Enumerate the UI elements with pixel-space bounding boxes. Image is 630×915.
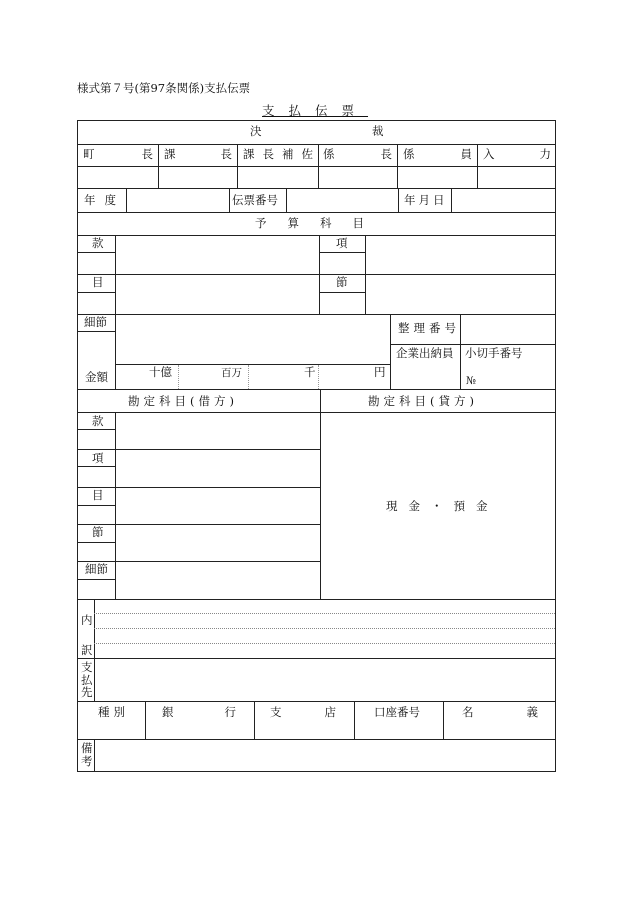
approval-col-kakariin: 係員 [403, 147, 472, 161]
debit-row-kou: 項 [92, 451, 104, 465]
date-label: 年月日 [404, 193, 448, 207]
debit-row-setsu: 節 [92, 525, 104, 539]
budget-moku-label: 目 [92, 275, 104, 289]
bank-col-ginkou: 銀行 [162, 705, 236, 719]
voucher-form [77, 120, 556, 772]
payee-label: 支払先 [81, 660, 93, 699]
amount-label: 金額 [85, 370, 108, 384]
remarks-label: 備考 [81, 741, 93, 768]
approval-col-kakarichou: 係長 [323, 147, 392, 161]
approval-heading-right: 裁 [372, 124, 384, 138]
breakdown-label: 内訳 [81, 613, 93, 657]
debit-row-saisetsu: 細節 [85, 562, 108, 576]
budget-saisetsu-label: 細節 [84, 315, 107, 329]
kogitte-bangou-label: 小切手番号 [465, 346, 523, 360]
kigyou-suitou-label: 企業出納員 [396, 346, 454, 360]
debit-heading: 勘定科目(借方) [128, 394, 238, 408]
seiri-bangou-label: 整理番号 [398, 321, 460, 335]
form-number-label: 様式第７号(第97条関係)支払伝票 [77, 81, 251, 95]
approval-col-kachou-hosa: 課長補佐 [243, 147, 313, 161]
approval-heading-left: 決 [250, 124, 262, 138]
approval-col-chouchou: 町長 [83, 147, 153, 161]
credit-value: 現金・預金 [386, 499, 499, 513]
amount-unit-hyakuman: 百万 [221, 367, 242, 379]
bank-col-shubetsu: 種別 [98, 705, 129, 719]
bank-col-shiten: 支店 [270, 705, 336, 719]
budget-kan-label: 款 [92, 236, 104, 250]
debit-row-kan: 款 [92, 414, 104, 428]
amount-unit-sen: 千 [304, 365, 316, 379]
approval-col-kachou: 課長 [164, 147, 232, 161]
check-no-mark: № [466, 375, 476, 387]
budget-setsu-label: 節 [336, 275, 348, 289]
fiscal-year-label: 年度 [84, 193, 125, 207]
voucher-number-label: 伝票番号 [232, 193, 278, 207]
budget-kou-label: 項 [336, 236, 348, 250]
bank-col-meigi: 名義 [462, 705, 538, 719]
bank-col-kouza-bangou: 口座番号 [374, 705, 420, 719]
credit-heading: 勘定科目(貸方) [368, 394, 478, 408]
approval-col-nyuuryoku: 入力 [483, 147, 551, 161]
debit-row-moku: 目 [92, 488, 104, 502]
budget-heading: 予算科目 [255, 216, 385, 230]
amount-unit-en: 円 [374, 365, 386, 379]
form-title: 支払伝票 [262, 103, 369, 118]
amount-unit-juuoku: 十億 [149, 365, 172, 379]
